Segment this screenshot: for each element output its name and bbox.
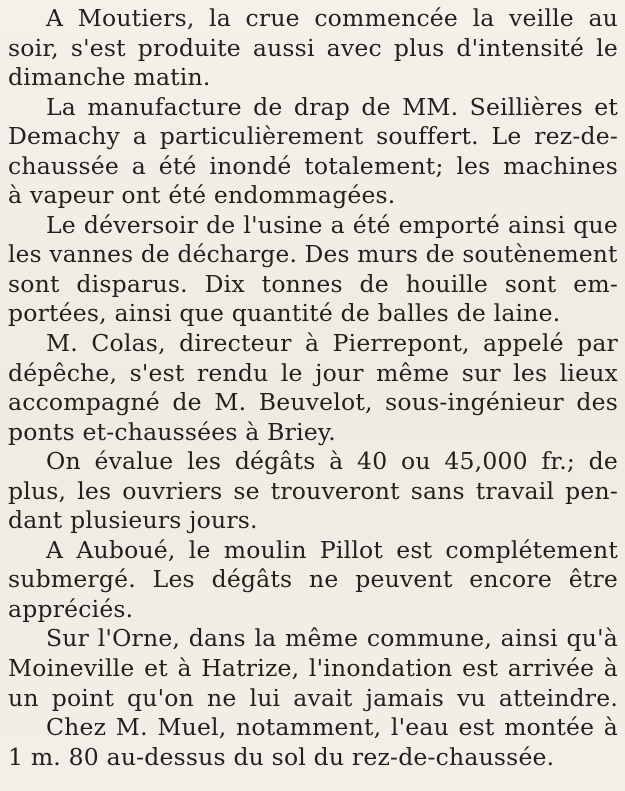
article-line: Chez M. Muel, notamment, l'eau est montée à	[46, 713, 618, 742]
article-line: M. Colas, directeur à Pierrepont, appelé par	[46, 329, 618, 358]
article-line: Sur l'Orne, dans la même commune, ainsi qu'à	[46, 624, 618, 653]
article-line: chaussée a été inondé totalement; les machines	[8, 151, 618, 180]
article-line: dépêche, s'est rendu le jour même sur les lieux	[8, 358, 618, 387]
article-line: A Moutiers, la crue commencée la veille au	[46, 4, 618, 32]
article-line: 1 m. 80 au-dessus du sol du rez-de-chaussée.	[8, 742, 555, 771]
article-line: sont disparus. Dix tonnes de houille sont em-	[8, 269, 618, 298]
article-line: portées, ainsi que quantité de balles de laine.	[8, 299, 561, 328]
article-line: appréciés.	[8, 594, 134, 623]
article-line: soir, s'est produite aussi avec plus d'intensité le	[8, 33, 618, 62]
article-line: dimanche matin.	[8, 63, 211, 92]
article-line: On évalue les dégâts à 40 ou 45,000 fr.; de	[46, 447, 618, 476]
article-line: A Auboué, le moulin Pillot est complétement	[46, 535, 618, 564]
article-line: Demachy a particulièrement souffert. Le rez-de-	[8, 122, 618, 151]
article-line: un point qu'on ne lui avait jamais vu atteindre.	[8, 683, 618, 712]
article-line: les vannes de décharge. Des murs de soutènement	[8, 240, 618, 269]
article-column	[8, 4, 618, 772]
article-line: dant plusieurs jours.	[8, 506, 258, 535]
article-line: ponts et-chaussées à Briey.	[8, 417, 336, 446]
article-line: Le déversoir de l'usine a été emporté ainsi que	[46, 210, 618, 239]
article-line: submergé. Les dégâts ne peuvent encore être	[8, 565, 618, 594]
article-line: Moineville et à Hatrize, l'inondation est arrivée à	[8, 654, 618, 683]
article-line: La manufacture de drap de MM. Seillières et	[46, 92, 618, 121]
article-line: à vapeur ont été endommagées.	[8, 181, 396, 210]
article-line: accompagné de M. Beuvelot, sous-ingénieur des	[8, 388, 618, 417]
article-line: plus, les ouvriers se trouveront sans travail pen-	[8, 476, 618, 505]
